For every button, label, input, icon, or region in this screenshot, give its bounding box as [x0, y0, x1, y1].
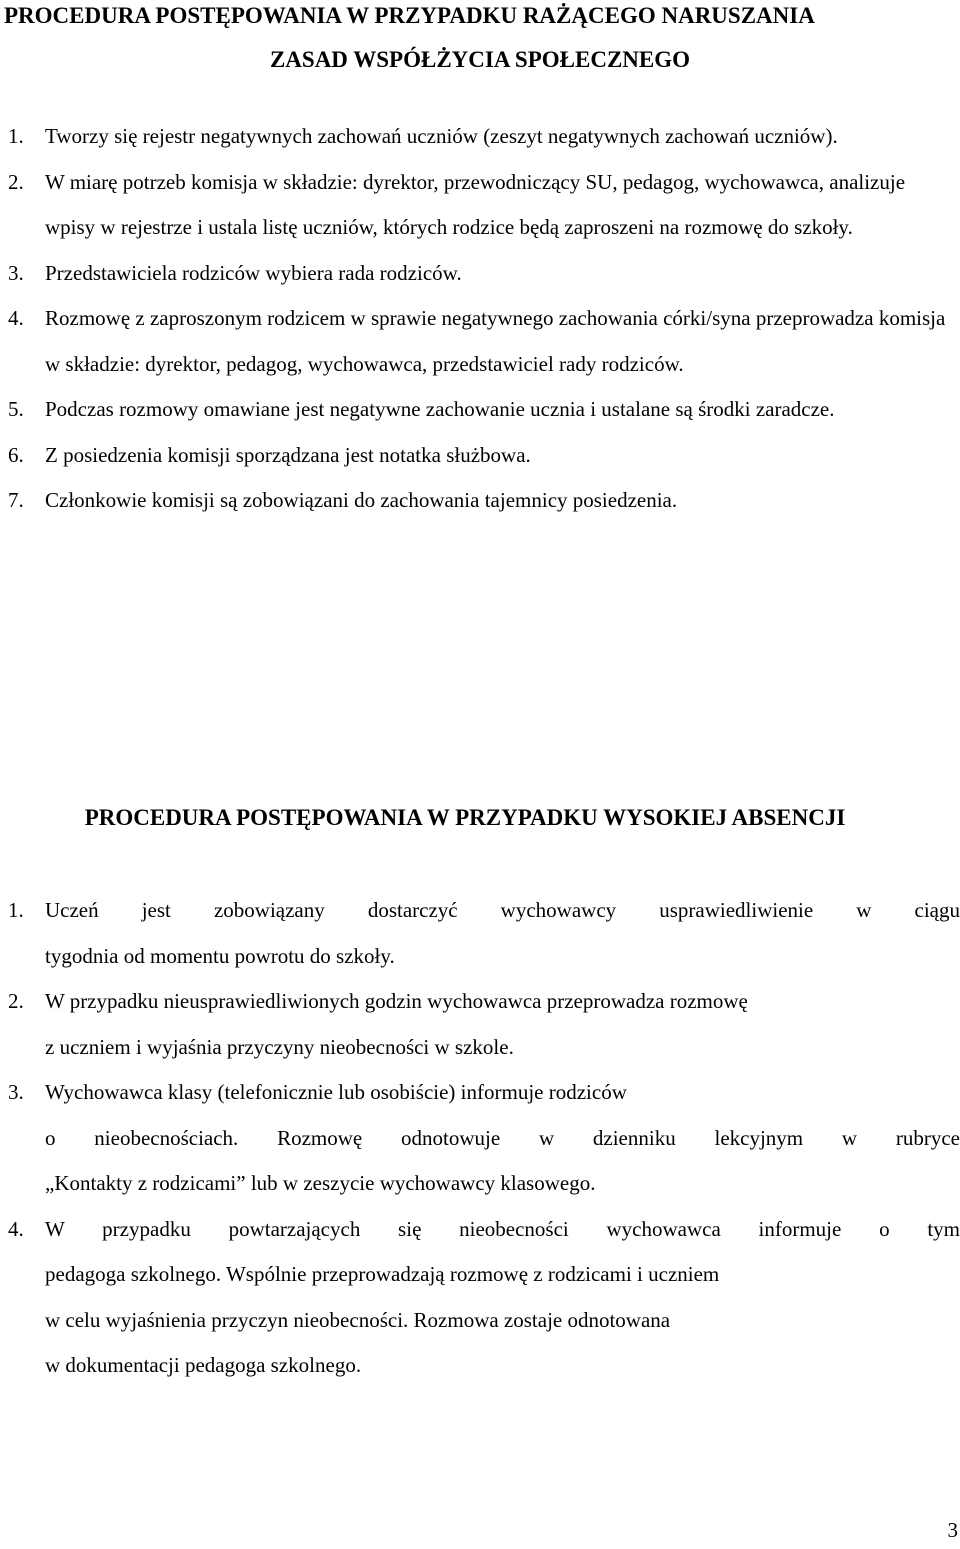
item-number: 4. — [8, 1216, 24, 1241]
item-number: 6. — [8, 442, 24, 467]
item-text-line: z uczniem i wyjaśnia przyczyny nieobecności w szkole. — [45, 1034, 514, 1059]
page-number: 3 — [947, 1518, 958, 1542]
item-text: Z posiedzenia komisji sporządzana jest notatka służbowa. — [45, 442, 531, 467]
list-item — [0, 979, 960, 1070]
section1-title-line2: ZASAD WSPÓŁŻYCIA SPOŁECZNEGO — [269, 47, 691, 72]
item-text-line: W przypadku nieusprawiedliwionych godzin wychowawca przeprowadza rozmowę — [45, 989, 748, 1013]
list-item — [0, 160, 955, 251]
list-item — [0, 888, 960, 979]
list-item — [0, 433, 955, 479]
item-number: 1. — [8, 898, 24, 922]
item-number: 2. — [8, 169, 24, 194]
list-item — [0, 1070, 960, 1207]
item-number: 3. — [8, 1080, 24, 1104]
item-text-line: w celu wyjaśnienia przyczyn nieobecności. Rozmowa zostaje odnotowana — [45, 1307, 671, 1332]
item-number: 4. — [8, 306, 24, 330]
item-number: 2. — [8, 989, 24, 1013]
list-item — [0, 1207, 960, 1389]
item-number: 5. — [8, 397, 24, 421]
item-number: 7. — [8, 488, 24, 512]
item-text-line: o nieobecnościach. Rozmowę odnotowuje w dzienniku lekcyjnym w rubryce — [45, 1125, 960, 1150]
item-text: Rozmowę z zaproszonym rodzicem w sprawie negatywnego zachowania córki/syna przeprowadza komisja w składzie: dyrektor, pedagog, wychowawca, przedstawiciel rady rodziców. — [45, 306, 946, 376]
item-text-line: pedagoga szkolnego. Wspólnie przeprowadzają rozmowę z rodzicami i uczniem — [45, 1262, 720, 1286]
item-text-line: Wychowawca klasy (telefonicznie lub osobiście) informuje rodziców — [45, 1080, 627, 1104]
item-text: W miarę potrzeb komisja w składzie: dyrektor, przewodniczący SU, pedagog, wychowawca, analizuje wpisy w rejestrze i ustala listę uczniów, których rodzice będą zaproszeni na rozmowę do szkoły. — [45, 169, 906, 239]
section1-list — [0, 114, 955, 524]
item-text-line: „Kontakty z rodzicami” lub w zeszycie wychowawcy klasowego. — [45, 1171, 596, 1195]
item-text-line: W przypadku powtarzających się nieobecności wychowawca informuje o tym — [45, 1216, 960, 1241]
item-text-line: Uczeń jest zobowiązany dostarczyć wychowawcy usprawiedliwienie w ciągu — [45, 898, 960, 922]
section1-title-line1: PROCEDURA POSTĘPOWANIA W PRZYPADKU RAŻĄCEGO NARUSZANIA — [4, 3, 815, 28]
list-item — [0, 114, 955, 160]
item-text: Tworzy się rejestr negatywnych zachowań uczniów (zeszyt negatywnych zachowań uczniów). — [45, 124, 838, 148]
section2-title: PROCEDURA POSTĘPOWANIA W PRZYPADKU WYSOKIEJ ABSENCJI — [84, 805, 846, 830]
section2-list — [0, 888, 960, 1389]
item-text: Podczas rozmowy omawiane jest negatywne zachowanie ucznia i ustalane są środki zaradcze. — [45, 397, 835, 421]
list-item — [0, 251, 955, 297]
list-item — [0, 296, 955, 387]
item-number: 3. — [8, 260, 24, 285]
item-text-line: tygodnia od momentu powrotu do szkoły. — [45, 943, 395, 968]
list-item — [0, 478, 955, 524]
item-number: 1. — [8, 124, 24, 148]
item-text: Członkowie komisji są zobowiązani do zachowania tajemnicy posiedzenia. — [45, 488, 678, 512]
list-item — [0, 387, 955, 433]
item-text: Przedstawiciela rodziców wybiera rada rodziców. — [45, 260, 462, 285]
item-text-line: w dokumentacji pedagoga szkolnego. — [45, 1353, 362, 1377]
